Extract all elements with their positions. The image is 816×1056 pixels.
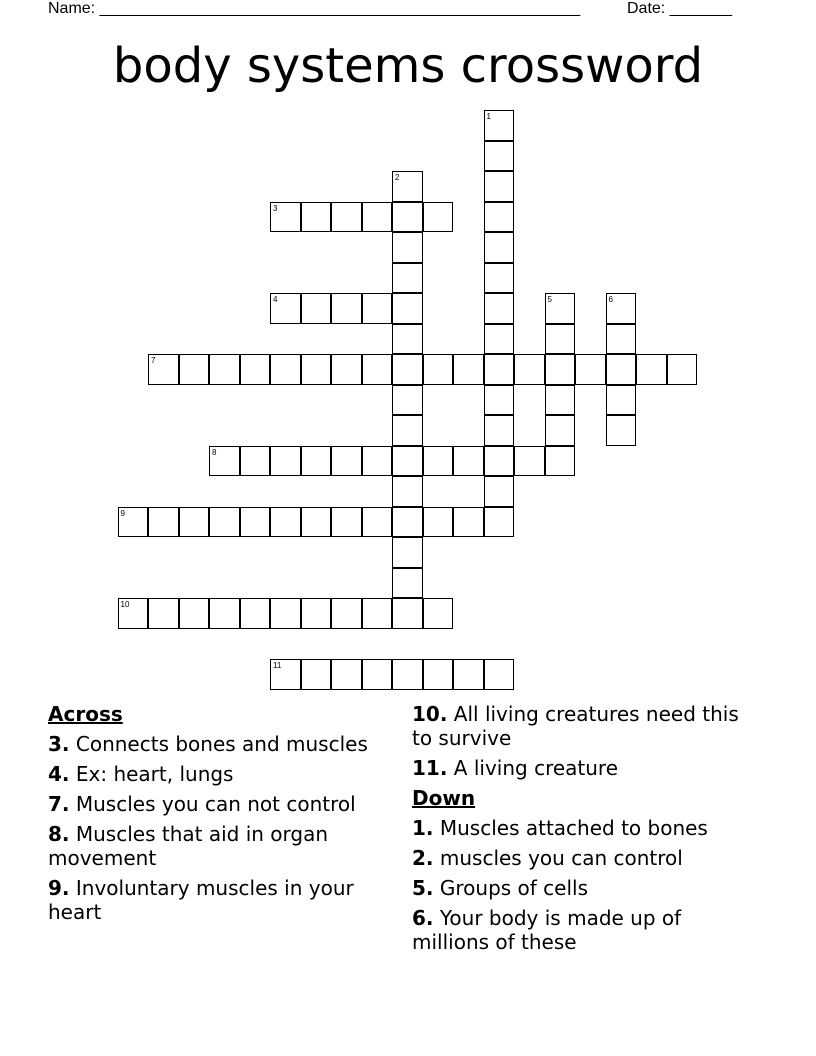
name-label: Name: (48, 0, 100, 17)
grid-cell[interactable] (392, 537, 423, 568)
clue-number-4: 4 (273, 295, 278, 304)
grid-cell[interactable] (118, 598, 149, 629)
grid-cell[interactable] (362, 507, 393, 538)
grid-cell[interactable] (331, 202, 362, 233)
grid-cell[interactable] (362, 293, 393, 324)
clue-number-2: 2 (395, 173, 400, 182)
clue-down-2: 2. muscles you can control (412, 846, 683, 870)
grid-cell[interactable] (301, 659, 332, 690)
grid-cell[interactable] (484, 202, 515, 233)
grid-cell[interactable] (484, 507, 515, 538)
grid-cell[interactable] (545, 324, 576, 355)
grid-cell[interactable] (240, 598, 271, 629)
grid-cell[interactable] (240, 354, 271, 385)
page-title: body systems crossword (112, 38, 704, 94)
grid-cell[interactable] (270, 354, 301, 385)
grid-cell[interactable] (362, 598, 393, 629)
grid-cell[interactable] (392, 293, 423, 324)
grid-cell[interactable] (392, 446, 423, 477)
grid-cell[interactable] (484, 141, 515, 172)
clue-number-9: 9 (120, 508, 125, 518)
grid-cell[interactable] (606, 293, 637, 324)
clue-number-7: 7 (151, 356, 156, 365)
date-line[interactable]: _______ (669, 0, 732, 17)
grid-cell[interactable] (362, 659, 393, 690)
grid-cell[interactable] (331, 293, 362, 324)
grid-cell[interactable] (484, 354, 515, 385)
grid-cell[interactable] (148, 354, 179, 385)
grid-cell[interactable] (484, 446, 515, 477)
clue-number-8: 8 (212, 447, 217, 457)
grid-cell[interactable] (392, 202, 423, 233)
date-label: Date: (627, 0, 670, 17)
grid-cell[interactable] (179, 507, 210, 538)
grid-cell[interactable] (331, 507, 362, 538)
clues-right-column (412, 702, 752, 960)
grid-cell[interactable] (270, 293, 301, 324)
grid-cell[interactable] (545, 446, 576, 477)
grid-cell[interactable] (453, 659, 484, 690)
grid-cell[interactable] (484, 476, 515, 507)
clue-across-10: 10. All living creatures need this to survive (412, 702, 739, 750)
grid-cell[interactable] (392, 598, 423, 629)
grid-cell[interactable] (392, 171, 423, 202)
grid-cell[interactable] (392, 415, 423, 446)
clue-number-10: 10 (120, 600, 130, 609)
grid-cell[interactable] (362, 446, 393, 477)
grid-cell[interactable] (270, 202, 301, 233)
grid-cell[interactable] (484, 293, 515, 324)
grid-cell[interactable] (423, 202, 454, 233)
grid-cell[interactable] (606, 324, 637, 355)
clue-down-1: 1. Muscles attached to bones (412, 816, 708, 840)
grid-cell[interactable] (118, 507, 149, 538)
down-heading: Down (412, 786, 476, 810)
grid-cell[interactable] (392, 507, 423, 538)
grid-cell[interactable] (362, 354, 393, 385)
grid-cell[interactable] (453, 354, 484, 385)
grid-cell[interactable] (301, 507, 332, 538)
grid-cell[interactable] (484, 415, 515, 446)
grid-cell[interactable] (484, 110, 515, 141)
grid-cell[interactable] (484, 385, 515, 416)
clue-number-3: 3 (273, 203, 278, 213)
clue-across-4: 4. Ex: heart, lungs (48, 762, 234, 786)
grid-cell[interactable] (423, 446, 454, 477)
grid-cell[interactable] (179, 354, 210, 385)
grid-cell[interactable] (148, 507, 179, 538)
grid-cell[interactable] (270, 507, 301, 538)
grid-cell[interactable] (392, 354, 423, 385)
grid-cell[interactable] (392, 568, 423, 599)
grid-cell[interactable] (392, 385, 423, 416)
clue-across-3: 3. Connects bones and muscles (48, 732, 368, 756)
grid-cell[interactable] (423, 598, 454, 629)
grid-cell[interactable] (423, 507, 454, 538)
grid-cell[interactable] (301, 446, 332, 477)
grid-cell[interactable] (484, 659, 515, 690)
grid-cell[interactable] (484, 232, 515, 263)
grid-cell[interactable] (392, 263, 423, 294)
grid-cell[interactable] (240, 507, 271, 538)
clue-down-5: 5. Groups of cells (412, 876, 589, 900)
grid-cell[interactable] (545, 415, 576, 446)
grid-cell[interactable] (453, 507, 484, 538)
grid-cell[interactable] (453, 446, 484, 477)
grid-cell[interactable] (514, 446, 545, 477)
clue-across-11: 11. A living creature (412, 756, 619, 780)
grid-cell[interactable] (423, 354, 454, 385)
grid-cell[interactable] (240, 446, 271, 477)
grid-cell[interactable] (148, 598, 179, 629)
grid-cell[interactable] (545, 293, 576, 324)
grid-cell[interactable] (301, 354, 332, 385)
grid-cell[interactable] (270, 659, 301, 690)
grid-cell[interactable] (301, 293, 332, 324)
grid-cell[interactable] (606, 415, 637, 446)
grid-cell[interactable] (362, 202, 393, 233)
grid-cell[interactable] (545, 354, 576, 385)
grid-cell[interactable] (514, 354, 545, 385)
grid-cell[interactable] (575, 354, 606, 385)
grid-cell[interactable] (331, 354, 362, 385)
grid-cell[interactable] (423, 659, 454, 690)
grid-cell[interactable] (331, 659, 362, 690)
grid-cell[interactable] (331, 446, 362, 477)
grid-cell[interactable] (270, 598, 301, 629)
grid-cell[interactable] (392, 324, 423, 355)
grid-cell[interactable] (392, 476, 423, 507)
grid-cell[interactable] (209, 446, 240, 477)
clue-across-8: 8. Muscles that aid in organ movement (48, 822, 329, 870)
clue-across-9: 9. Involuntary muscles in your heart (48, 876, 354, 924)
grid-cell[interactable] (667, 354, 698, 385)
grid-cell[interactable] (484, 263, 515, 294)
clue-number-11: 11 (273, 661, 282, 670)
clue-down-6: 6. Your body is made up of millions of these (412, 906, 682, 954)
grid-cell[interactable] (301, 202, 332, 233)
clues-left-column (48, 702, 393, 930)
grid-cell[interactable] (545, 385, 576, 416)
clue-number-6: 6 (608, 295, 613, 304)
clue-number-5: 5 (547, 295, 552, 304)
grid-cell[interactable] (270, 446, 301, 477)
grid-cell[interactable] (331, 598, 362, 629)
grid-cell[interactable] (301, 598, 332, 629)
grid-cell[interactable] (392, 659, 423, 690)
grid-cell[interactable] (209, 354, 240, 385)
grid-cell[interactable] (209, 507, 240, 538)
across-heading: Across (48, 702, 123, 726)
grid-cell[interactable] (392, 232, 423, 263)
name-line[interactable]: ______________________________________________________ (99, 0, 581, 17)
grid-cell[interactable] (636, 354, 667, 385)
grid-cell[interactable] (484, 171, 515, 202)
grid-cell[interactable] (606, 385, 637, 416)
clue-number-1: 1 (486, 112, 491, 121)
grid-cell[interactable] (209, 598, 240, 629)
grid-cell[interactable] (179, 598, 210, 629)
grid-cell[interactable] (484, 324, 515, 355)
grid-cell[interactable] (606, 354, 637, 385)
clue-across-7: 7. Muscles you can not control (48, 792, 356, 816)
